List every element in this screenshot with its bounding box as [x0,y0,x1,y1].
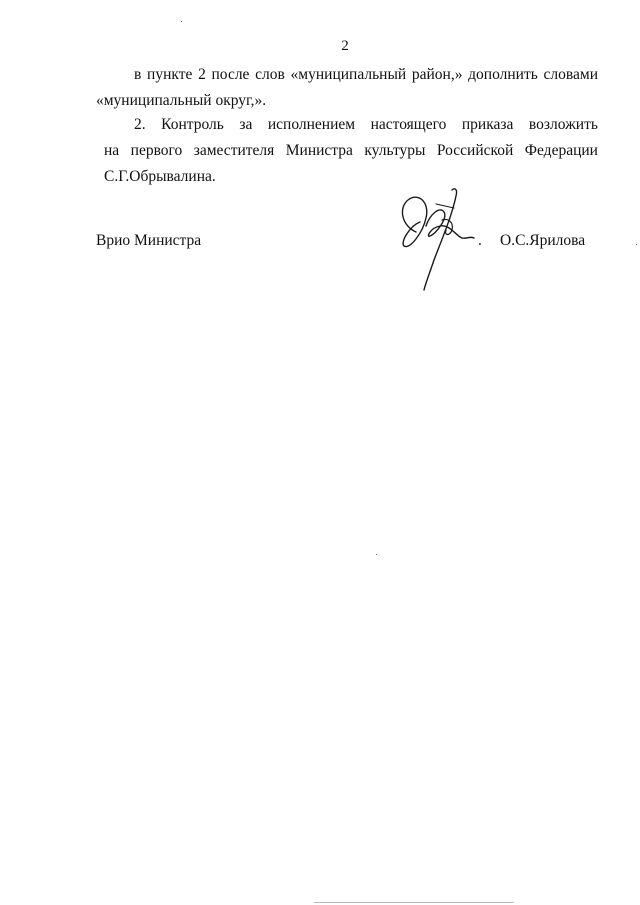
paragraph-control [96,112,598,190]
word: район,» [411,66,463,83]
word: первого [130,142,183,159]
word: заместителя [193,142,275,159]
paragraph-line: С.Г.Обрывалина. [104,168,216,185]
word: «муниципальный [290,66,407,83]
scan-speck [181,21,182,22]
scan-speck [636,244,637,245]
word: слов [255,66,285,83]
paragraph-line [96,138,598,164]
scan-edge-line [314,902,514,903]
word: культуры [364,142,426,159]
word: после [211,66,250,83]
word: 2. [134,116,146,133]
word: в [134,66,142,83]
word: Министра [285,142,353,159]
word: на [104,142,120,159]
paragraph-line [96,112,598,138]
word: за [239,116,253,133]
word: 2 [198,66,206,83]
word: исполнением [267,116,356,133]
word: Российской [436,142,514,159]
word: словами [543,66,598,83]
handwritten-signature [396,186,480,294]
scan-speck [376,554,377,555]
word: Федерации [524,142,598,159]
page-number: 2 [341,38,349,54]
signatory-title: Врио Министра [96,232,202,249]
word: пункте [147,66,193,83]
paragraph-line: «муниципальный округ,». [96,92,267,109]
signatory-name: О.С.Ярилова [500,232,586,249]
word: Контроль [161,116,224,133]
word: настоящего [370,116,447,133]
signature-separator: . [478,232,482,249]
word: дополнить [468,66,538,83]
paragraph-amendment [96,62,598,114]
paragraph-line [96,62,598,88]
word: возложить [528,116,598,133]
word: приказа [461,116,514,133]
